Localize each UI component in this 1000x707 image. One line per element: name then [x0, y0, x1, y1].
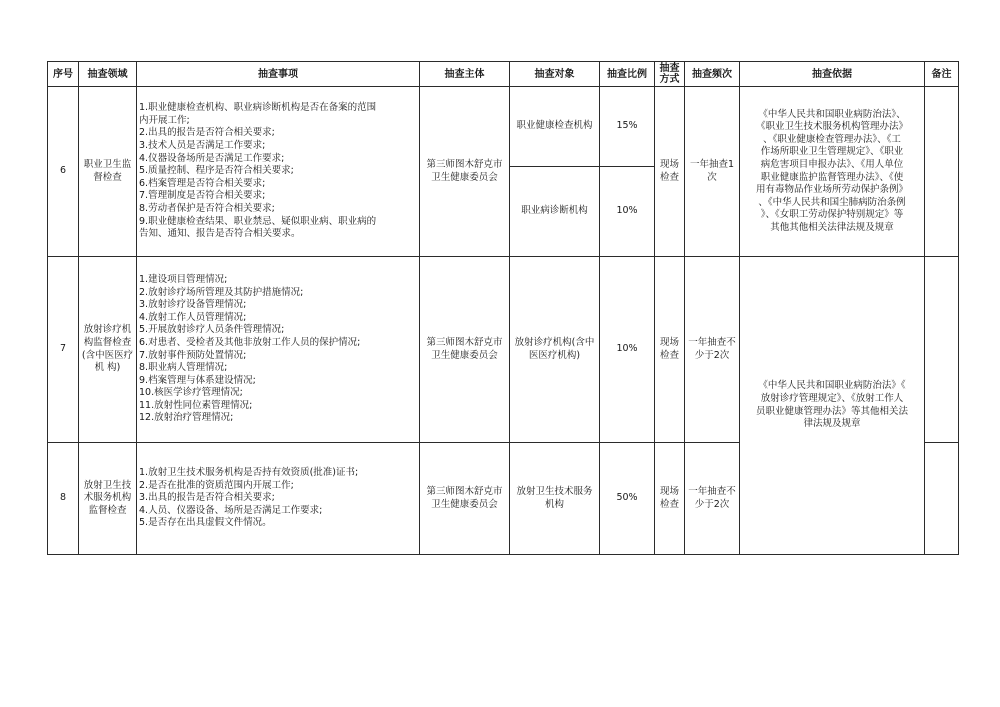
item-line: 2.是否在批准的资质范围内开展工作;: [139, 479, 294, 491]
cell-ratio: 15%: [600, 87, 655, 167]
item-line: 3.出具的报告是否符合相关要求;: [139, 492, 275, 504]
cell-method: 现场检查: [655, 257, 685, 443]
table-row: [48, 87, 959, 167]
header-remark: 备注: [925, 62, 959, 87]
cell-freq: 一年抽查1次: [685, 87, 740, 257]
basis-line: 职业健康监护监督管理办法》、《使: [760, 171, 904, 183]
item-line: 7.管理制度是否符合相关要求;: [139, 190, 266, 202]
basis-line: 、《中华人民共和国尘肺病防治条例: [758, 196, 906, 208]
item-line: 告知、通知、报告是否符合相关要求。: [139, 228, 301, 240]
cell-freq: 一年抽查不少于2次: [685, 257, 740, 443]
item-line: 1.建设项目管理情况;: [139, 273, 228, 285]
item-line: 内开展工作;: [139, 114, 190, 126]
item-line: 8.劳动者保护是否符合相关要求;: [139, 202, 275, 214]
basis-line: 律法规及规章: [803, 418, 861, 430]
cell-ratio: 50%: [600, 443, 655, 555]
cell-items: [137, 87, 420, 257]
inspection-table: [47, 61, 959, 555]
item-line: 9.职业健康检查结果、职业禁忌、疑似职业病、职业病的: [139, 215, 377, 227]
basis-line: 放射诊疗管理规定》、《放射工作人: [760, 392, 904, 404]
cell-field: 放射卫生技术服务机构监督检查: [79, 443, 137, 555]
cell-subject: 第三师图木舒克市卫生健康委员会: [420, 87, 510, 257]
cell-method: 现场检查: [655, 87, 685, 257]
cell-field: 职业卫生监督检查: [79, 87, 137, 257]
cell-subject: 第三师图木舒克市卫生健康委员会: [420, 443, 510, 555]
table-row: [48, 257, 959, 443]
item-line: 10.核医学诊疗管理情况;: [139, 387, 243, 399]
item-line: 4.人员、仪器设备、场所是否满足工作要求;: [139, 504, 323, 516]
header-seq: 序号: [48, 62, 79, 87]
cell-basis-shared: [740, 257, 925, 555]
item-line: 1.放射卫生技术服务机构是否持有效资质(批准)证书;: [139, 467, 359, 479]
item-line: 3.技术人员是否满足工作要求;: [139, 140, 266, 152]
header-field: 抽查领域: [79, 62, 137, 87]
header-method: 抽查方式: [655, 62, 685, 87]
item-line: 4.放射工作人员管理情况;: [139, 311, 247, 323]
cell-seq: 6: [48, 87, 79, 257]
item-line: 3.放射诊疗设备管理情况;: [139, 299, 247, 311]
basis-line: 作场所职业卫生管理规定》、《职业: [760, 146, 904, 158]
header-subject: 抽查主体: [420, 62, 510, 87]
cell-items: [137, 257, 420, 443]
basis-line: 《中华人民共和国职业病防治法》、: [758, 108, 906, 120]
item-line: 1.职业健康检查机构、职业病诊断机构是否在备案的范围: [139, 102, 377, 114]
basis-line: 用有毒物品作业场所劳动保护条例》: [755, 184, 908, 196]
header-target: 抽查对象: [510, 62, 600, 87]
cell-field: 放射诊疗机构监督检查(含中医医疗 机 构): [79, 257, 137, 443]
cell-ratio: 10%: [600, 167, 655, 257]
header-items: 抽查事项: [137, 62, 420, 87]
item-line: 6.档案管理是否符合相关要求;: [139, 177, 266, 189]
cell-remark: [925, 443, 959, 555]
basis-line: 《中华人民共和国职业病防治法》《: [758, 380, 906, 392]
item-line: 2.出具的报告是否符合相关要求;: [139, 127, 275, 139]
cell-target: 职业病诊断机构: [510, 167, 600, 257]
item-line: 2.放射诊疗场所管理及其防护措施情况;: [139, 286, 304, 298]
header-row: [48, 62, 959, 87]
cell-remark: [925, 87, 959, 257]
item-line: 5.质量控制、程序是否符合相关要求;: [139, 165, 294, 177]
item-line: 9.档案管理与体系建设情况;: [139, 374, 256, 386]
item-line: 6.对患者、受检者及其他非放射工作人员的保护情况;: [139, 336, 361, 348]
cell-remark: [925, 257, 959, 443]
item-line: 8.职业病人管理情况;: [139, 362, 228, 374]
header-ratio: 抽查比例: [600, 62, 655, 87]
header-freq: 抽查频次: [685, 62, 740, 87]
basis-line: 》、《女职工劳动保护特别规定》等: [760, 209, 904, 221]
cell-target: 职业健康检查机构: [510, 87, 600, 167]
item-line: 11.放射性同位素管理情况;: [139, 399, 253, 411]
cell-ratio: 10%: [600, 257, 655, 443]
cell-target: 放射卫生技术服务机构: [510, 443, 600, 555]
item-line: 5.开展放射诊疗人员条件管理情况;: [139, 324, 285, 336]
item-line: 4.仪器设备场所是否满足工作要求;: [139, 152, 285, 164]
item-line: 5.是否存在出具虚假文件情况。: [139, 517, 272, 529]
cell-basis: [740, 87, 925, 257]
basis-line: 病危害项目申报办法》、《用人单位: [760, 158, 904, 170]
basis-line: 其他其他相关法律法规及规章: [770, 221, 894, 233]
header-basis: 抽查依据: [740, 62, 925, 87]
basis-line: 《职业卫生技术服务机构管理办法》: [755, 121, 908, 133]
cell-method: 现场检查: [655, 443, 685, 555]
cell-seq: 8: [48, 443, 79, 555]
cell-seq: 7: [48, 257, 79, 443]
cell-target: 放射诊疗机构(含中医医疗机构): [510, 257, 600, 443]
basis-line: 员职业健康管理办法》等其他相关法: [755, 405, 908, 417]
item-line: 7.放射事件预防处置情况;: [139, 349, 247, 361]
basis-line: 、《职业健康检查管理办法》、《工: [763, 133, 901, 145]
item-line: 12.放射治疗管理情况;: [139, 412, 234, 424]
cell-subject: 第三师图木舒克市卫生健康委员会: [420, 257, 510, 443]
cell-freq: 一年抽查不少于2次: [685, 443, 740, 555]
cell-items: [137, 443, 420, 555]
